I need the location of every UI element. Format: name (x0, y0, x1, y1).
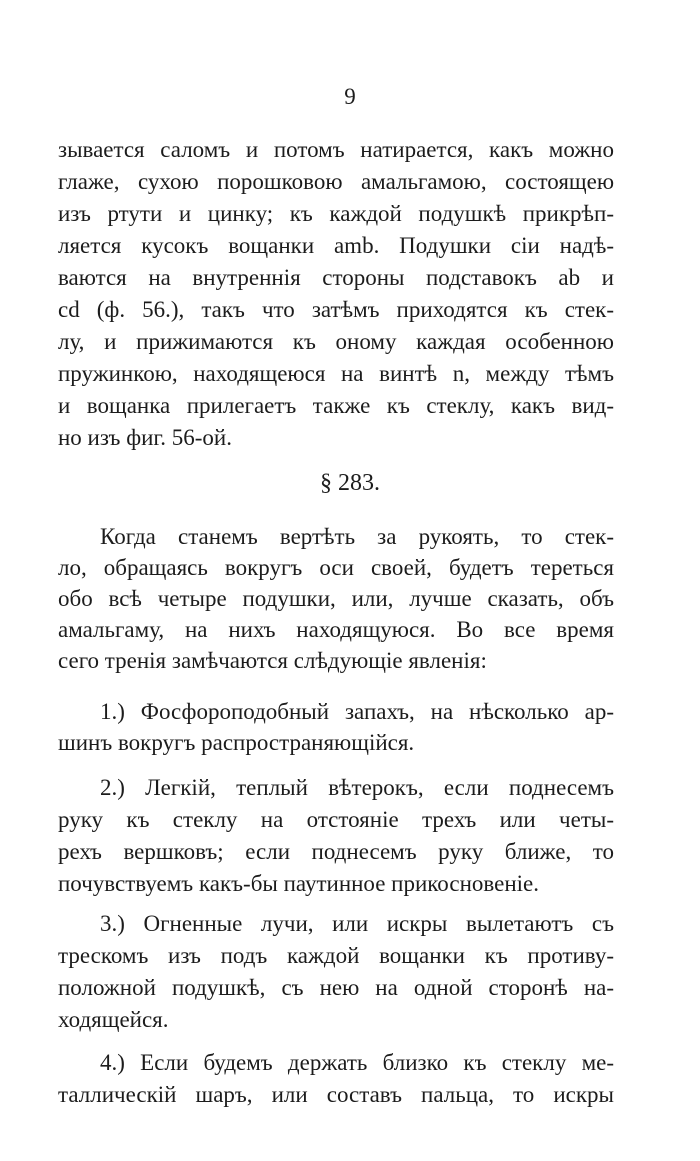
text-line: ляется кусокъ вощанки amb. Подушки сіи надѣ- (58, 233, 614, 258)
text-line: изъ ртути и цинку; къ каждой подушкѣ прикрѣп- (58, 201, 614, 226)
text-line: обо всѣ четыре подушки, или, лучше сказать, объ (58, 586, 614, 611)
text-line: лу, и прижимаются къ оному каждая особенною (58, 329, 614, 354)
list-item-line: руку къ стеклу на отстояніе трехъ или четы- (58, 807, 614, 832)
list-item-line: таллическій шаръ, или составъ пальца, то искры (58, 1082, 614, 1107)
page-number: 9 (344, 84, 356, 109)
text-line: ло, обращаясь вокругъ оси своей, будетъ тереться (58, 555, 614, 580)
text-line: амальгаму, на нихъ находящуюся. Во все время (58, 617, 614, 642)
text-line: зывается саломъ и потомъ натирается, какъ можно (58, 137, 614, 162)
text-line: ваются на внутреннія стороны подставокъ ab и (58, 265, 614, 290)
list-item-line: 2.) Легкій, теплый вѣтерокъ, если поднесемъ (100, 775, 614, 800)
list-item-line: 1.) Фосфороподобный запахъ, на нѣсколько ар- (100, 699, 614, 724)
list-item-line: почувствуемъ какъ-бы паутинное прикосновеніе. (58, 871, 539, 896)
section-heading: § 283. (320, 470, 380, 496)
text-line: глаже, сухою порошковою амальгамою, состоящею (58, 169, 614, 194)
text-line: пружинкою, находящеюся на винтѣ n, между тѣмъ (58, 361, 614, 386)
list-item-line: положной подушкѣ, съ нею на одной сторонѣ на- (58, 975, 614, 1000)
list-item-line: рехъ вершковъ; если поднесемъ руку ближе, то (58, 839, 614, 864)
text-line: cd (ф. 56.), такъ что затѣмъ приходятся къ стек- (58, 297, 614, 322)
text-line: и вощанка прилегаетъ также къ стеклу, какъ вид- (58, 393, 614, 418)
list-item-line: трескомъ изъ подъ каждой вощанки къ противу- (58, 943, 614, 968)
list-item-line: шинъ вокругъ распространяющійся. (58, 730, 415, 755)
text-line: Когда станемъ вертѣть за рукоять, то стек- (100, 524, 614, 549)
text-line: сего тренія замѣчаются слѣдующіе явленія: (58, 648, 487, 673)
text-line: но изъ фиг. 56-ой. (58, 425, 232, 450)
list-item-line: 4.) Если будемъ держать близко къ стеклу ме- (100, 1050, 614, 1075)
list-item-line: ходящейся. (58, 1007, 169, 1032)
list-item-line: 3.) Огненные лучи, или искры вылетаютъ съ (100, 911, 614, 936)
